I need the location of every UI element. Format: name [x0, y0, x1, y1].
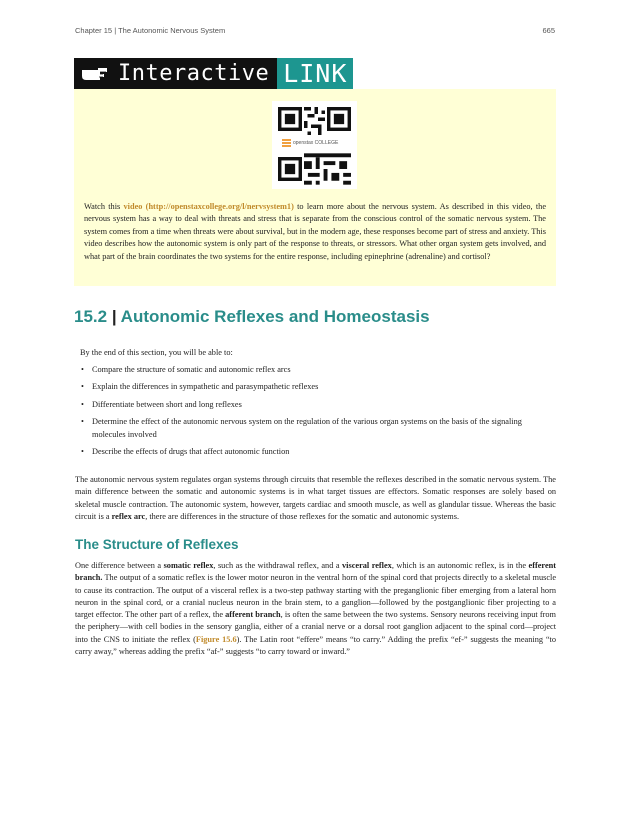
qr-pattern-top [304, 107, 325, 135]
interactive-description: Watch this video (http://openstaxcollege.org/l/nervsystem1) to learn more about the nervous system. As described in this video, the nervous system has a way to deal with threats and stress that is separate from the conscious control of the somatic nervous system. The system comes from a time when threats were about survival, but in the modern age, these responses become part of stress and anxiety. This video describes how the autonomic system is only part of the response to threats, or stressors. What other organ system gets involved, and what part of the brain coordinates the two systems for the entire response, including epinephrine (adrenaline) and cortisol? [84, 202, 547, 261]
interactive-callout-box [74, 89, 556, 286]
section-title [74, 307, 430, 327]
objective-item: • Determine the effect of the autonomic nervous system on the regulation of the various organ systems on the basis of the signaling molecules involved [80, 416, 556, 441]
openstax-bars-icon [282, 139, 291, 147]
openstax-college: COLLEGE [313, 140, 339, 146]
qr-code[interactable] [272, 101, 357, 189]
term-afferent-branch: afferent branch [225, 610, 281, 620]
figure-reference-link[interactable]: Figure 15.6 [195, 634, 237, 644]
chapter-title: Chapter 15 | The Autonomic Nervous System [75, 26, 226, 35]
openstax-brand: openstax [293, 140, 314, 146]
banner-word-interactive: Interactive [118, 61, 270, 86]
learning-objectives [80, 347, 556, 463]
pointing-hand-icon [80, 64, 110, 84]
openstax-logo [282, 138, 347, 148]
term-reflex-arc: reflex arc [111, 511, 146, 521]
qr-pattern-bottom [304, 153, 351, 185]
interactive-link-banner [74, 58, 353, 89]
structure-paragraph: One difference between a somatic reflex, such as the withdrawal reflex, and a visceral reflex, which is an autonomic reflex, is in the efferent branch. The output of a somatic reflex is the lower motor neuron in the ventral horn of the spinal cord that projects directly to a skeletal muscle to cause its contraction. The output of a visceral reflex is a two-step pathway starting with the preganglionic fiber emerging from a lateral horn neuron in the spinal cord, or a cranial nucleus neuron in the brain stem, to a ganglion—followed by the postganglionic fiber projecting to a target effector. The other part of a reflex, the afferent branch, is often the same between the two systems. Sensory neurons receiving input from the periphery—with cell bodies in the sensory ganglia, either of a cranial nerve or a dorsal root ganglion adjacent to the spinal cord—project into the CNS to initiate the reflex (Figure 15.6). The Latin root “effere” means “to carry.” Adding the prefix “ef-” suggests the meaning “to carry away,” whereas adding the prefix “af-” suggests “to carry toward or inward.” [75, 561, 556, 657]
objective-item: • Differentiate between short and long reflexes [80, 399, 556, 411]
term-efferent-branch: efferent branch. [75, 561, 556, 583]
term-visceral-reflex: visceral reflex [342, 561, 392, 570]
banner-teal-part [277, 58, 353, 89]
banner-word-link: LINK [283, 59, 348, 88]
objective-item: • Compare the structure of somatic and autonomic reflex arcs [80, 364, 556, 376]
running-header [75, 26, 555, 35]
objectives-list [80, 364, 556, 458]
subsection-title: The Structure of Reflexes [75, 537, 239, 552]
qr-finder-top-left [278, 107, 302, 131]
page-number: 665 [542, 26, 555, 35]
section-number: 15.2 [74, 307, 108, 326]
banner-dark-part [74, 58, 277, 89]
term-somatic-reflex: somatic reflex [163, 561, 214, 570]
intro-paragraph: The autonomic nervous system regulates organ systems through circuits that resemble the reflexes described in the somatic nervous system. The main difference between the somatic and autonomic systems is in what target tissues are effectors. Somatic responses are solely based on skeletal muscle contraction. The autonomic system, however, targets cardiac and smooth muscle, as well as glandular tissue. Whereas the basic circuit is a reflex arc, there are differences in the structure of those reflexes for the somatic and autonomic systems. [75, 475, 556, 521]
qr-finder-top-right [327, 107, 351, 131]
objective-item: • Describe the effects of drugs that affect autonomic function [80, 446, 556, 458]
section-separator: | [107, 307, 121, 326]
section-title-text: Autonomic Reflexes and Homeostasis [120, 307, 430, 326]
qr-finder-bottom-left [278, 157, 302, 181]
video-link[interactable]: video (http://openstaxcollege.org/l/nervsystem1) [123, 202, 294, 211]
objective-item: • Explain the differences in sympathetic and parasympathetic reflexes [80, 381, 556, 393]
objectives-intro: By the end of this section, you will be able to: [80, 348, 233, 357]
